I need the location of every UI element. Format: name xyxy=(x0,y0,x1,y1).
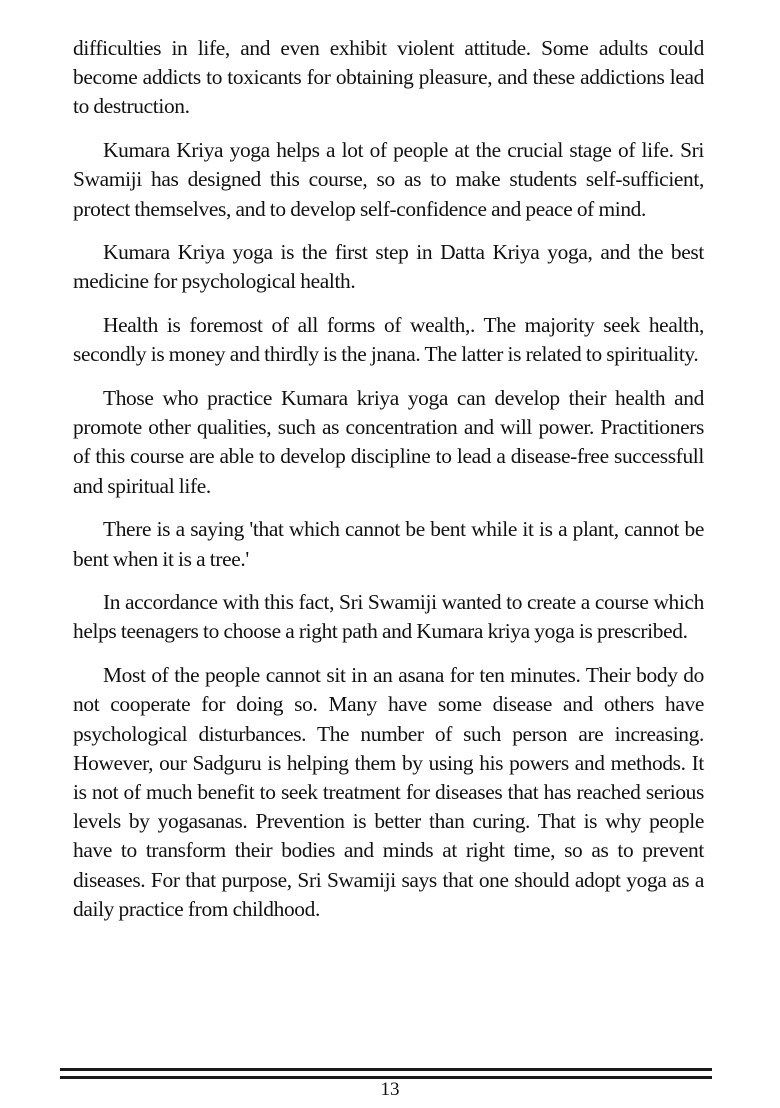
paragraph: Kumara Kriya yoga is the first step in Datta Kriya yoga, and the best medicine for psychological health. xyxy=(73,240,704,294)
paragraph: Most of the people cannot sit in an asana for ten minutes. Their body do not cooperate for doing so. Many have some disease and others have psychological disturbances. The number of such person are increasing. However, our Sadguru is helping them by using his powers and methods. It is not of much benefit to seek treatment for diseases that has reached serious levels by yogasanas. Prevention is better than curing. That is why people have to transform their bodies and minds at right time, so as to prevent diseases. For that purpose, Sri Swamiji says that one should adopt yoga as a daily practice from childhood. xyxy=(73,663,704,921)
document-body xyxy=(73,34,704,938)
paragraph-continued: difficulties in life, and even exhibit violent attitude. Some adults could become addicts to toxicants for obtaining pleasure, and these addictions lead to destruction. xyxy=(73,36,704,119)
paragraph: There is a saying 'that which cannot be bent while it is a plant, cannot be bent when it is a tree.' xyxy=(73,517,704,571)
paragraph: Health is foremost of all forms of wealth,. The majority seek health, secondly is money and thirdly is the jnana. The latter is related to spirituality. xyxy=(73,313,704,367)
paragraph: Those who practice Kumara kriya yoga can develop their health and promote other qualities, such as concentration and will power. Practitioners of this course are able to develop discipline to lead a disease-free successfull and spiritual life. xyxy=(73,386,704,498)
footer-rule-top xyxy=(60,1068,712,1071)
paragraph: In accordance with this fact, Sri Swamiji wanted to create a course which helps teenagers to choose a right path and Kumara kriya yoga is prescribed. xyxy=(73,590,704,644)
paragraph: Kumara Kriya yoga helps a lot of people at the crucial stage of life. Sri Swamiji has designed this course, so as to make students self-sufficient, protect themselves, and to develop self-confidence and peace of mind. xyxy=(73,138,704,221)
page-number: 13 xyxy=(380,1079,400,1100)
